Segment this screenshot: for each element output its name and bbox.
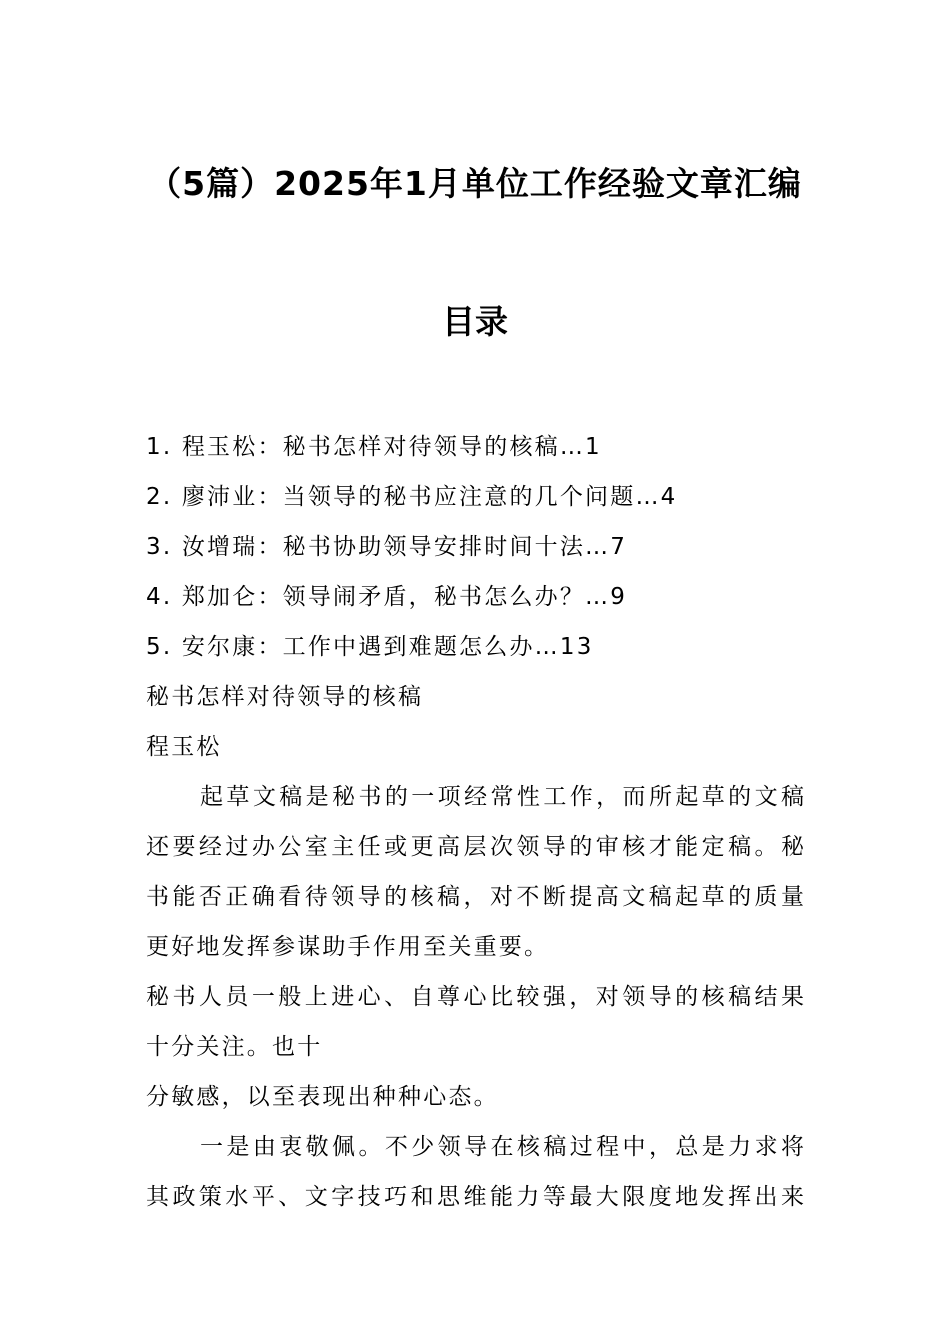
- body-line: 其政策水平、文字技巧和思维能力等最大限度地发挥出来: [146, 1184, 804, 1210]
- body-line: 秘书人员一般上进心、自尊心比较强，对领导的核稿结果: [146, 984, 804, 1010]
- toc-item: 5. 安尔康：工作中遇到难题怎么办…13: [146, 634, 594, 660]
- body-line: 一是由衷敬佩。不少领导在核稿过程中，总是力求将: [200, 1134, 804, 1160]
- body-line: 更好地发挥参谋助手作用至关重要。: [146, 934, 550, 960]
- body-line: 十分关注。也十: [146, 1034, 323, 1060]
- article-author: 程玉松: [146, 734, 222, 760]
- toc-item: 3. 汝增瑞：秘书协助领导安排时间十法…7: [146, 534, 628, 560]
- article-title: 秘书怎样对待领导的核稿: [146, 684, 424, 710]
- toc-heading: 目录: [442, 302, 508, 341]
- body-line: 起草文稿是秘书的一项经常性工作，而所起草的文稿: [200, 784, 804, 810]
- body-line: 还要经过办公室主任或更高层次领导的审核才能定稿。秘: [146, 834, 804, 860]
- toc-item: 1. 程玉松：秘书怎样对待领导的核稿…1: [146, 434, 602, 460]
- body-line: 书能否正确看待领导的核稿，对不断提高文稿起草的质量: [146, 884, 804, 910]
- document-title: （5篇）2025年1月单位工作经验文章汇编: [148, 164, 802, 203]
- toc-item: 2. 廖沛业：当领导的秘书应注意的几个问题…4: [146, 484, 678, 510]
- toc-item: 4. 郑加仑：领导闹矛盾，秘书怎么办？…9: [146, 584, 628, 610]
- body-line: 分敏感，以至表现出种种心态。: [146, 1084, 499, 1110]
